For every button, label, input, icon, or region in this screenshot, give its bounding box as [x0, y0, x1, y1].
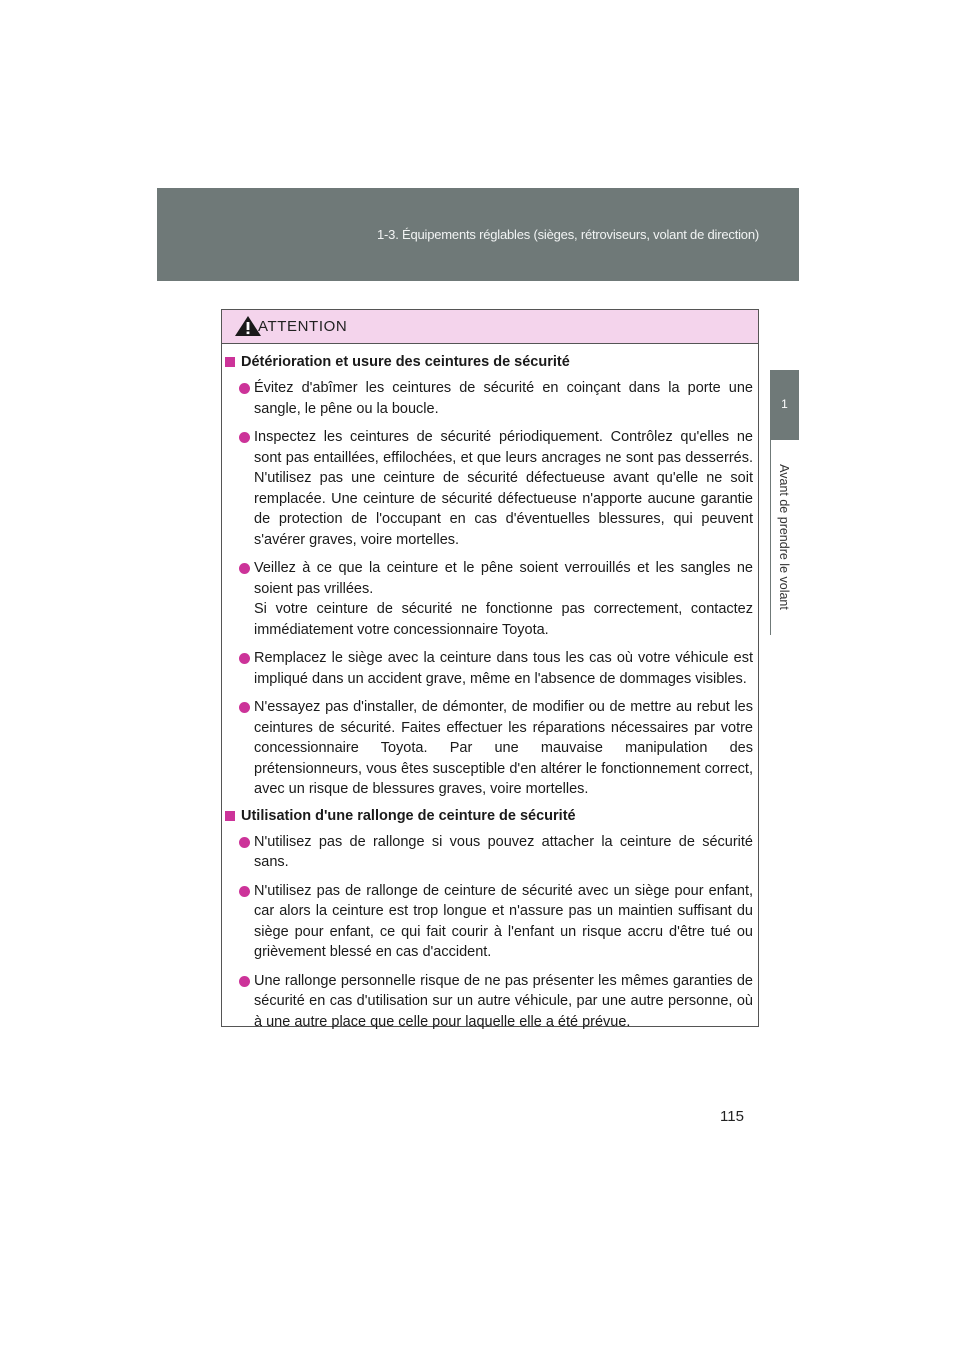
paragraph-text: Inspectez les ceintures de sécurité périodiquement. Contrôlez qu'elles ne sont pas entaillées, effilochées, et que leurs ancrages ne sont pas desserrés. N'utilisez pas une ceinture de sécurité défectueuse avant qu'elle ne soit remplacée. Une ceinture de sécurité défectueuse n'apporte aucune garantie de protection de l'occupant en cas d'éventuelles blessures, qui peuvent s'avérer graves, voire mortelles. — [254, 429, 753, 548]
circle-bullet-icon — [239, 563, 250, 574]
section-heading — [225, 354, 753, 370]
paragraph-text: N'utilisez pas de rallonge de ceinture de sécurité avec un siège pour enfant, car alors la ceinture est trop longue et n'assure pas un maintien suffisant du siège pour enfant, ce qui fait courir à l'enfant un risque accru d'être tué ou grièvement blessé en cas d'accident. — [254, 882, 753, 960]
warning-box — [221, 309, 759, 1030]
chapter-tab — [770, 370, 799, 440]
paragraph-text: Veillez à ce que la ceinture et le pêne soient verrouillés et les sangles ne soient pas vrillées. — [254, 560, 753, 597]
square-bullet-icon — [225, 357, 235, 367]
paragraph-text: Remplacez le siège avec la ceinture dans tous les cas où votre véhicule est impliqué dans un accident grave, même en l'absence de dommages visibles. — [254, 650, 753, 687]
paragraph-text: Évitez d'abîmer les ceintures de sécurité en coinçant dans la porte une sangle, le pêne ou la boucle. — [254, 380, 753, 417]
paragraph-text: N'utilisez pas de rallonge si vous pouvez attacher la ceinture de sécurité sans. — [254, 833, 753, 870]
chapter-label: Avant de prendre le volant — [777, 464, 791, 610]
header-band — [157, 188, 799, 281]
list-item — [225, 881, 753, 963]
section-heading — [225, 808, 753, 824]
section-title: 1-3. Équipements réglables (sièges, rétroviseurs, volant de direction) — [377, 227, 759, 242]
circle-bullet-icon — [239, 837, 250, 848]
list-item — [225, 648, 753, 689]
circle-bullet-icon — [239, 432, 250, 443]
page-number: 115 — [720, 1108, 744, 1125]
warning-header — [222, 310, 758, 344]
warning-body — [222, 344, 758, 1032]
list-item — [225, 558, 753, 640]
section-heading-text: Détérioration et usure des ceintures de sécurité — [241, 354, 570, 370]
paragraph-text: Si votre ceinture de sécurité ne fonctionne pas correctement, contactez immédiatement votre concessionnaire Toyota. — [254, 601, 753, 638]
circle-bullet-icon — [239, 653, 250, 664]
paragraph-text: Une rallonge personnelle risque de ne pas présenter les mêmes garanties de sécurité en cas d'utilisation sur un autre véhicule, par une autre personne, où à une autre place que celle pour laquelle elle a été prévue. — [254, 972, 753, 1030]
circle-bullet-icon — [239, 702, 250, 713]
warning-title: ATTENTION — [258, 318, 348, 335]
circle-bullet-icon — [239, 886, 250, 897]
section-heading-text: Utilisation d'une rallonge de ceinture de sécurité — [241, 807, 576, 824]
circle-bullet-icon — [239, 976, 250, 987]
list-item — [225, 427, 753, 550]
list-item — [225, 378, 753, 419]
list-item — [225, 697, 753, 800]
list-item — [225, 832, 753, 873]
list-item — [225, 971, 753, 1033]
circle-bullet-icon — [239, 383, 250, 394]
chapter-number: 1 — [781, 397, 788, 411]
paragraph-text: N'essayez pas d'installer, de démonter, de modifier ou de mettre au rebut les ceintures de sécurité. Faites effectuer les réparations nécessaires par votre concessionnaire Toyota. Par une mauvaise manipulation des prétensionneurs, vous êtes susceptible d'en altérer le fonctionnement correct, avec un risque de blessures graves, voire mortelles. — [254, 699, 753, 797]
square-bullet-icon — [225, 811, 235, 821]
